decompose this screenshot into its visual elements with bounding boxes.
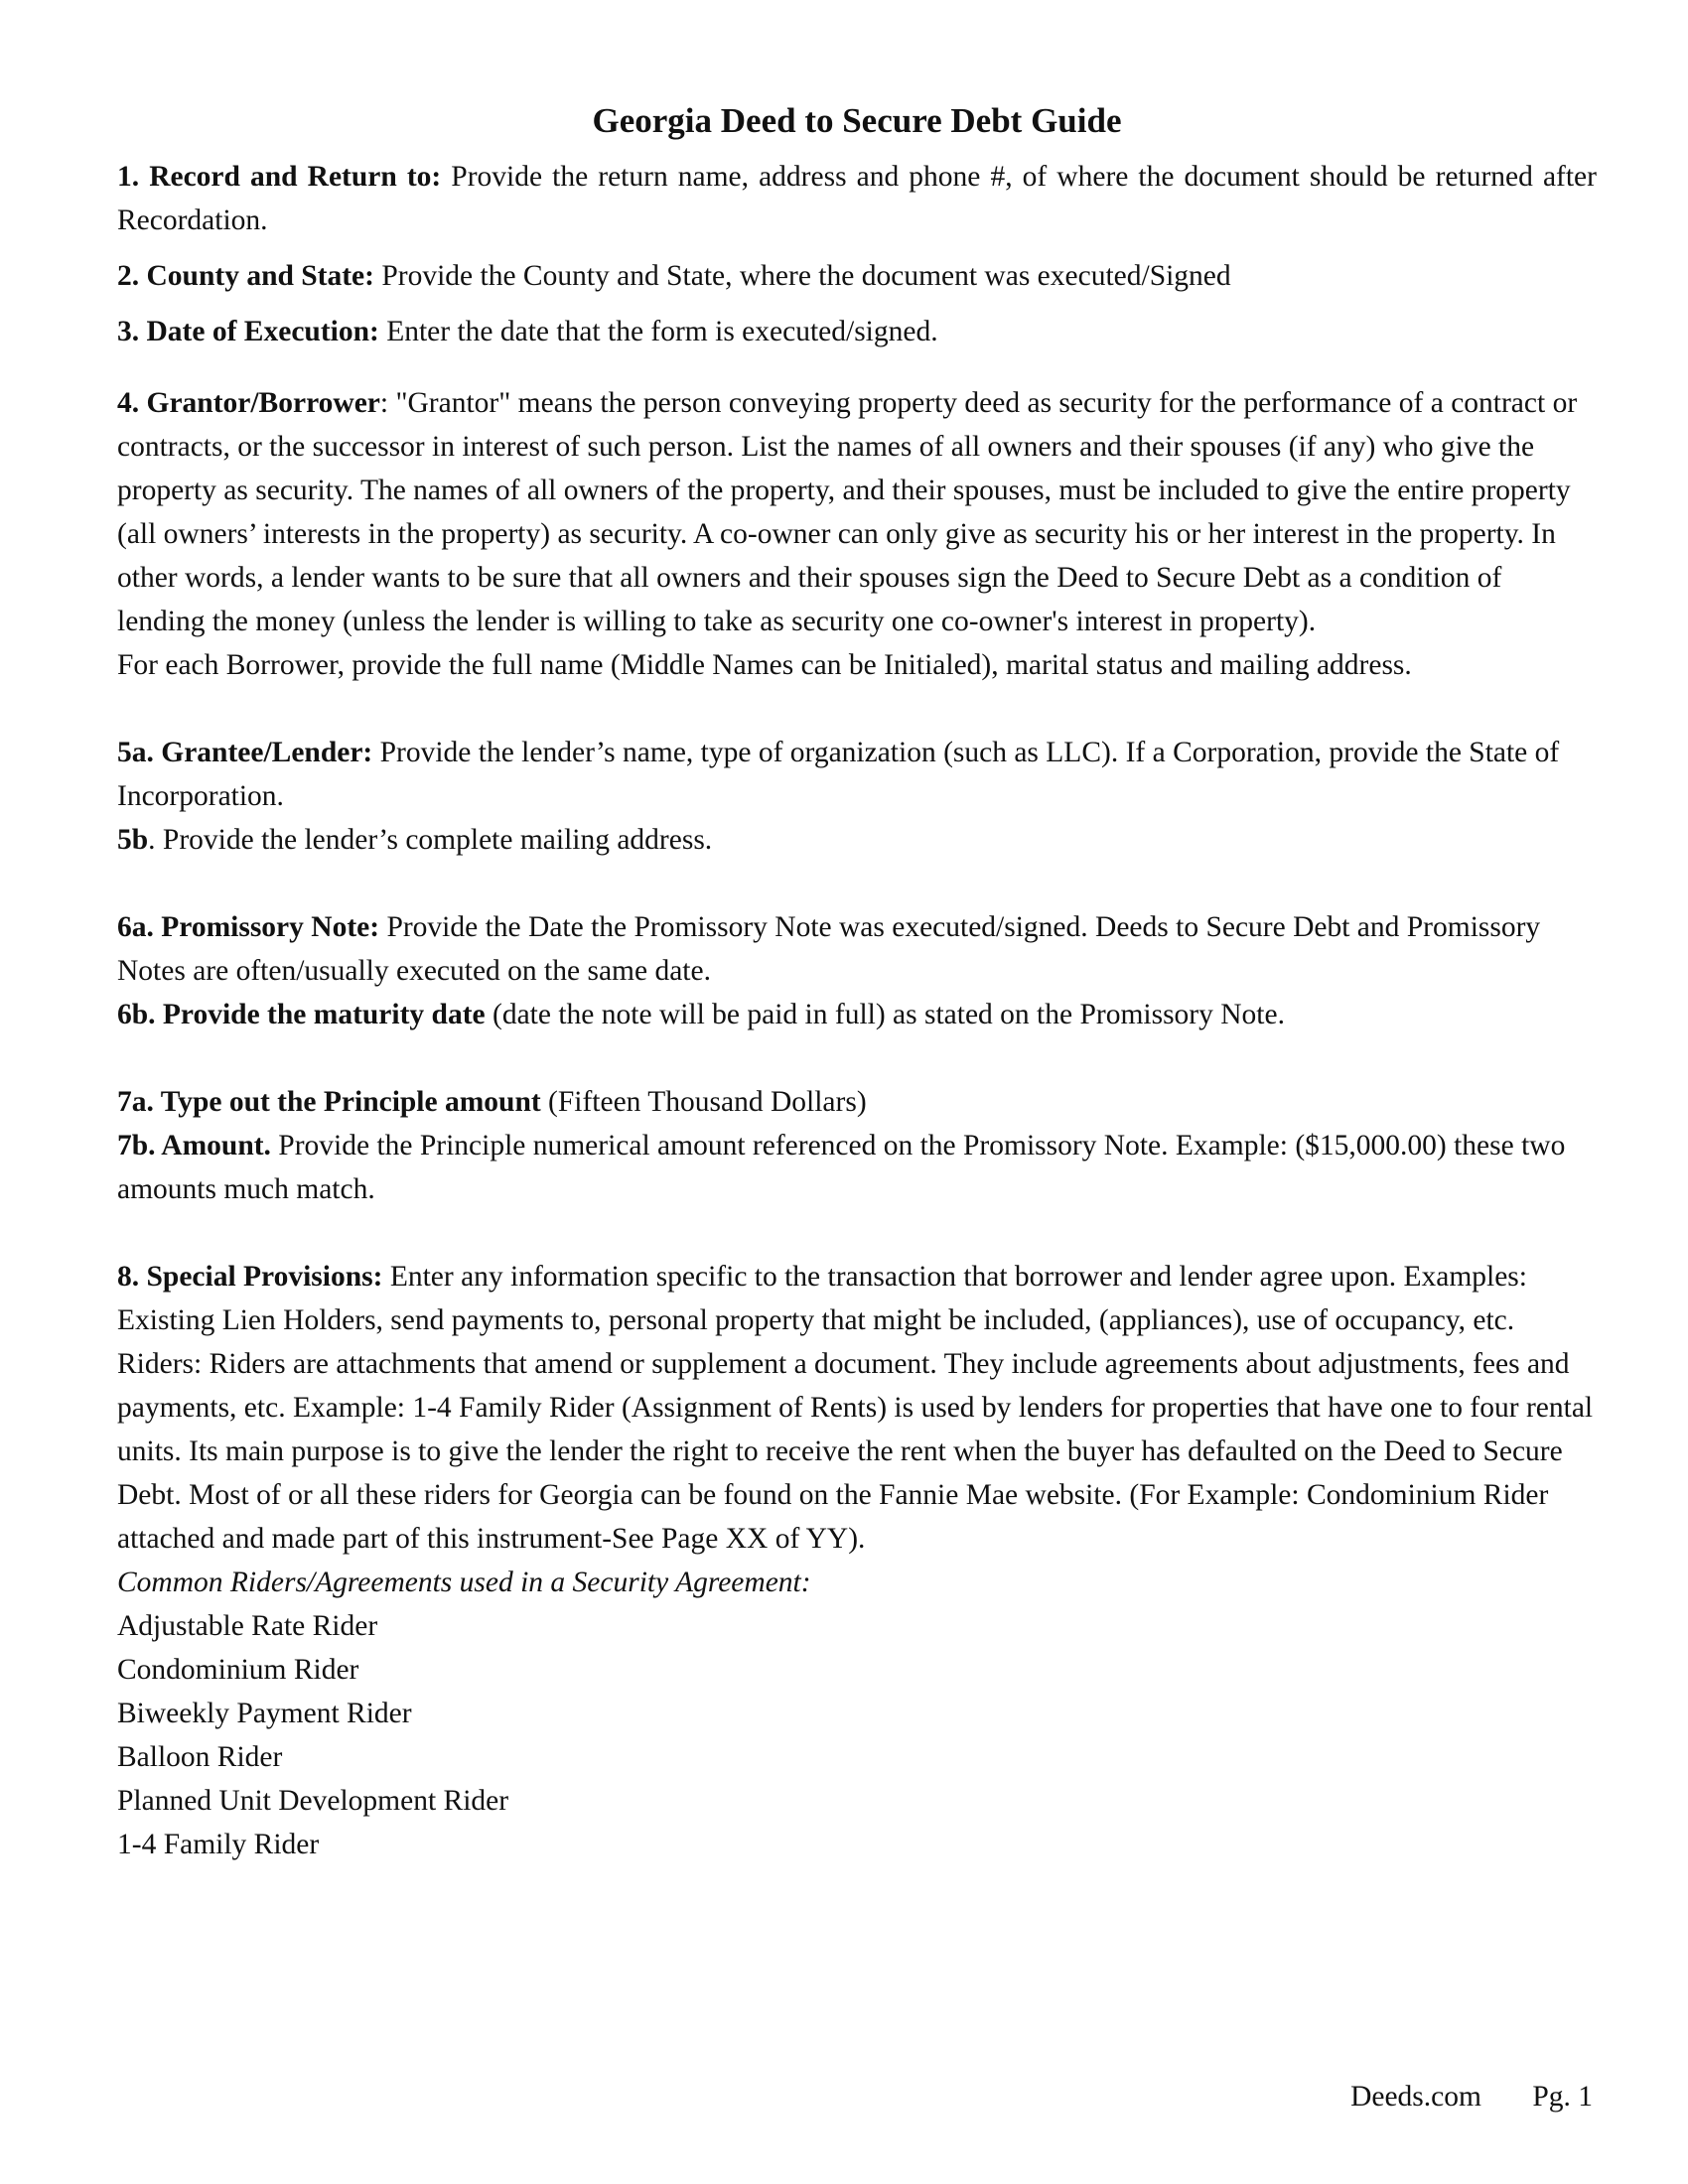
section-4-grantor-borrower xyxy=(117,381,1597,643)
section-8-text: Enter any information specific to the transaction that borrower and lender agree upon. Examples: Existing Lien Holders, send payments to, personal property that might be included, (appliances), use of occupancy, etc. xyxy=(117,1261,1527,1336)
section-7b-text: Provide the Principle numerical amount referenced on the Promissory Note. Example: ($15,000.00) these two amounts much match. xyxy=(117,1130,1566,1205)
section-3-date-of-execution xyxy=(117,310,1597,353)
section-5a-text: Provide the lender’s name, type of organization (such as LLC). If a Corporation, provide the State of Incorporation. xyxy=(117,737,1560,812)
common-riders-heading: Common Riders/Agreements used in a Security Agreement: xyxy=(117,1567,811,1598)
section-1-label: 1. Record and Return to: xyxy=(117,161,442,193)
document-title: Georgia Deed to Secure Debt Guide xyxy=(592,101,1122,140)
section-6b-label: 6b. Provide the maturity date xyxy=(117,999,486,1030)
list-item: Biweekly Payment Rider xyxy=(117,1698,412,1729)
section-4-text: : "Grantor" means the person conveying property deed as security for the performance of a contract or contracts, or the successor in interest of such person. List the names of all owners and their spouses (if any) who give the property as security. The names of all owners of the property, and their spouses, must be included to give the entire property (all owners’ interests in the property) as security. A co-owner can only give as security his or her interest in the property. In other words, a lender wants to be sure that all owners and their spouses sign the Deed to Secure Debt as a condition of lending the money (unless the lender is willing to take as security one co-owner's interest in property). xyxy=(117,387,1578,637)
section-5b-text: . Provide the lender’s complete mailing address. xyxy=(148,824,713,856)
section-5b-lender-address xyxy=(117,818,1597,862)
list-item: Condominium Rider xyxy=(117,1654,359,1686)
footer-site-name: Deeds.com xyxy=(1350,2081,1481,2113)
footer-page-number: Pg. 1 xyxy=(1532,2081,1593,2113)
section-6b-maturity-date xyxy=(117,993,1597,1036)
section-6b-text: (date the note will be paid in full) as stated on the Promissory Note. xyxy=(485,999,1285,1030)
section-5b-label: 5b xyxy=(117,824,149,856)
section-1-record-and-return xyxy=(117,155,1597,242)
section-7b-amount xyxy=(117,1124,1597,1211)
page-footer xyxy=(1350,2075,1593,2118)
riders-list xyxy=(117,1604,1597,1866)
section-6a-promissory-note xyxy=(117,905,1597,993)
list-item: 1-4 Family Rider xyxy=(117,1829,320,1860)
section-6a-text: Provide the Date the Promissory Note was executed/signed. Deeds to Secure Debt and Promissory Notes are often/usually executed on the same date. xyxy=(117,911,1541,987)
section-7a-principle-amount xyxy=(117,1080,1597,1124)
list-item: Adjustable Rate Rider xyxy=(117,1610,378,1642)
section-8-label: 8. Special Provisions: xyxy=(117,1261,383,1293)
section-7a-label: 7a. Type out the Principle amount xyxy=(117,1086,541,1118)
section-4-label: 4. Grantor/Borrower xyxy=(117,387,380,419)
section-2-text: Provide the County and State, where the document was executed/Signed xyxy=(373,260,1231,292)
section-4-borrower-details: For each Borrower, provide the full name (Middle Names can be Initialed), marital status and mailing address. xyxy=(117,649,1412,681)
section-6a-label: 6a. Promissory Note: xyxy=(117,911,380,943)
section-7a-text: (Fifteen Thousand Dollars) xyxy=(540,1086,867,1118)
section-7b-label: 7b. Amount. xyxy=(117,1130,271,1161)
section-8-riders-description: Riders: Riders are attachments that amend or supplement a document. They include agreements about adjustments, fees and payments, etc. Example: 1-4 Family Rider (Assignment of Rents) is used by lenders for properties that have one to four rental units. Its main purpose is to give the lender the right to receive the rent when the buyer has defaulted on the Deed to Secure Debt. Most of or all these riders for Georgia can be found on the Fannie Mae website. (For Example: Condominium Rider attached and made part of this instrument-See Page XX of YY). xyxy=(117,1348,1594,1555)
list-item: Planned Unit Development Rider xyxy=(117,1785,509,1817)
section-8-special-provisions xyxy=(117,1255,1597,1342)
section-2-label: 2. County and State: xyxy=(117,260,374,292)
list-item: Balloon Rider xyxy=(117,1741,283,1773)
section-2-county-and-state xyxy=(117,254,1597,298)
section-5a-grantee-lender xyxy=(117,731,1597,818)
section-3-text: Enter the date that the form is executed/signed. xyxy=(378,316,938,347)
section-5a-label: 5a. Grantee/Lender: xyxy=(117,737,373,768)
section-3-label: 3. Date of Execution: xyxy=(117,316,379,347)
section-1-text: Provide the return name, address and phone #, of where the document should be returned after Recordation. xyxy=(117,161,1597,236)
document-page xyxy=(117,99,1597,1866)
